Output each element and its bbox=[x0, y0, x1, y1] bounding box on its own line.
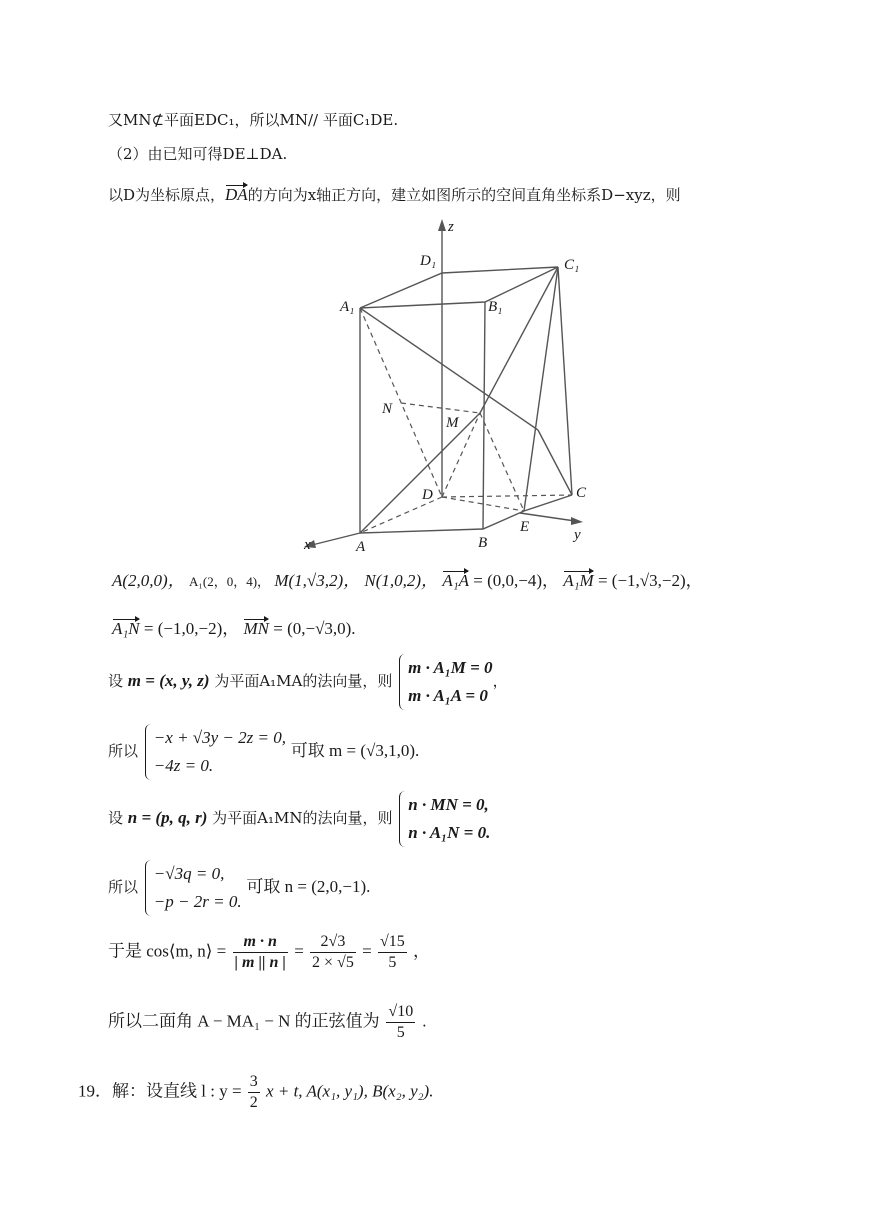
vector-A1N-value: = (−1,0,−2)， bbox=[139, 619, 240, 638]
cosine-prefix: 于是 cos⟨m, n⟩ = bbox=[108, 941, 227, 961]
x-axis bbox=[312, 533, 360, 545]
system-2-row-1: −x + √3y − 2z = 0, bbox=[153, 728, 286, 747]
label-z: z bbox=[448, 219, 454, 235]
sine-tail: . bbox=[421, 1012, 427, 1031]
set-m-line bbox=[108, 654, 508, 710]
question-19-suffix: x + t, A(x₁, y₁), B(x₂, y₂). bbox=[266, 1081, 434, 1101]
set-m-suffix: 为平面A₁MA的法向量，则 bbox=[209, 672, 393, 690]
cosine-fraction-3-num: √15 bbox=[378, 932, 407, 953]
set-n-vector: n = (p, q, r) bbox=[127, 808, 208, 827]
cosine-fraction-2-den: 2 × √5 bbox=[312, 954, 354, 971]
cosine-fraction-2-num: 2√3 bbox=[310, 932, 356, 953]
question-19-fraction-den: 2 bbox=[249, 1094, 258, 1111]
system-2-row-2: −4z = 0. bbox=[153, 756, 214, 775]
set-n-suffix: 为平面A₁MN的法向量，则 bbox=[207, 809, 393, 827]
vector-A1M-label: A₁M bbox=[563, 571, 594, 590]
label-y: y bbox=[574, 527, 581, 543]
system-2 bbox=[145, 724, 286, 780]
question-19-prefix: 19．解：设直线 l : y = bbox=[78, 1081, 242, 1101]
so-2-label: 所以 bbox=[108, 878, 139, 896]
dashed-M-E bbox=[480, 413, 524, 511]
cosine-fraction-1-den: | m || n | bbox=[234, 954, 286, 971]
cosine-equals: = bbox=[294, 941, 304, 961]
cosine-fraction-1 bbox=[233, 932, 288, 973]
system-1-tail: ， bbox=[492, 672, 508, 690]
system-3-row-1: n · MN = 0, bbox=[408, 795, 489, 814]
so-line-2 bbox=[108, 860, 370, 916]
text-line-1: 又MN⊄平面EDC₁，所以MN// 平面C₁DE. bbox=[108, 111, 399, 129]
sine-fraction bbox=[386, 1002, 415, 1043]
segment-A-M bbox=[360, 413, 480, 533]
system-1-row-1: m · A₁M = 0 bbox=[408, 658, 493, 677]
set-n-prefix: 设 bbox=[108, 809, 128, 827]
label-C1: C₁ bbox=[564, 257, 580, 273]
vector-A1A-value: = (0,0,−4)， bbox=[469, 571, 559, 590]
label-E: E bbox=[520, 519, 530, 535]
coord-A1: A₁(2，0，4)， bbox=[188, 574, 271, 589]
cosine-fraction-1-num: m · n bbox=[233, 932, 288, 953]
dashed-N-M bbox=[401, 403, 480, 413]
so-line-1 bbox=[108, 724, 419, 780]
label-A1: A₁ bbox=[340, 299, 355, 315]
label-D: D bbox=[422, 487, 433, 503]
set-n-line bbox=[108, 791, 490, 847]
edge-B1B bbox=[483, 302, 485, 529]
label-B: B bbox=[478, 535, 488, 551]
sine-line bbox=[108, 1002, 427, 1043]
vector-A1M-value: = (−1,√3,−2)， bbox=[593, 571, 703, 590]
vector-A1A-label: A₁A bbox=[442, 571, 469, 590]
question-19-line bbox=[78, 1072, 433, 1113]
system-4 bbox=[145, 860, 242, 916]
label-M: M bbox=[446, 415, 459, 431]
cosine-fraction-3-den: 5 bbox=[388, 954, 397, 971]
system-4-row-2: −p − 2r = 0. bbox=[153, 892, 242, 911]
so-1-label: 所以 bbox=[108, 742, 139, 760]
set-m-prefix: 设 bbox=[108, 672, 128, 690]
y-axis-arrow bbox=[571, 517, 583, 525]
text-line-2: （2）由已知可得DE⊥DA. bbox=[108, 145, 288, 163]
vector-A1N-label: A₁N bbox=[112, 619, 140, 638]
take-m: 可取 m = (√3,1,0). bbox=[290, 741, 420, 760]
label-x: x bbox=[304, 537, 311, 553]
cuboid-figure bbox=[290, 215, 600, 555]
vector-MN-label: MN bbox=[243, 619, 269, 638]
coord-N: N(1,0,2)， bbox=[364, 571, 439, 590]
label-N: N bbox=[382, 401, 393, 417]
sine-fraction-den: 5 bbox=[396, 1024, 405, 1041]
sine-fraction-num: √10 bbox=[386, 1002, 415, 1023]
segment-M-C1 bbox=[480, 267, 558, 413]
vector-DA: DA bbox=[225, 185, 248, 204]
system-3-row-2: n · A₁N = 0. bbox=[408, 823, 491, 842]
question-19-fraction bbox=[248, 1072, 260, 1113]
text-line-3 bbox=[108, 186, 681, 203]
z-axis-arrow bbox=[438, 219, 446, 231]
take-n: 可取 n = (2,0,−1). bbox=[246, 877, 371, 896]
edge-C1C bbox=[558, 267, 572, 495]
sine-prefix: 所以二面角 A − MA₁ − N 的正弦值为 bbox=[108, 1011, 380, 1031]
set-m-vector: m = (x, y, z) bbox=[127, 671, 210, 690]
cosine-tail: ， bbox=[412, 941, 430, 961]
dashed-D-C bbox=[442, 495, 572, 497]
system-4-row-1: −√3q = 0, bbox=[153, 864, 225, 883]
cosine-fraction-3 bbox=[378, 932, 407, 973]
cosine-equals-2: = bbox=[362, 941, 372, 961]
label-C: C bbox=[576, 485, 587, 501]
vector-MN-value: = (0,−√3,0). bbox=[268, 619, 356, 638]
text-line-3-suffix: 的方向为x轴正方向，建立如图所示的空间直角坐标系D−xyz，则 bbox=[247, 186, 681, 204]
text-line-3-prefix: 以D为坐标原点， bbox=[108, 186, 226, 204]
label-A: A bbox=[356, 539, 366, 555]
cosine-line bbox=[108, 932, 430, 973]
coord-A: A(2,0,0)， bbox=[112, 571, 185, 590]
question-19-fraction-num: 3 bbox=[248, 1072, 260, 1093]
coord-M: M(1,√3,2)， bbox=[274, 571, 361, 590]
top-face bbox=[360, 267, 558, 308]
label-D1: D₁ bbox=[420, 253, 437, 269]
label-B1: B₁ bbox=[488, 299, 503, 315]
system-1-row-2: m · A₁A = 0 bbox=[408, 686, 488, 705]
segment-C1-E bbox=[524, 267, 558, 511]
coordinates-line bbox=[112, 572, 703, 589]
segment-to-C bbox=[538, 430, 572, 495]
vectors-line bbox=[112, 620, 356, 637]
cosine-fraction-2 bbox=[310, 932, 356, 973]
system-3 bbox=[399, 791, 490, 847]
system-1 bbox=[399, 654, 492, 710]
